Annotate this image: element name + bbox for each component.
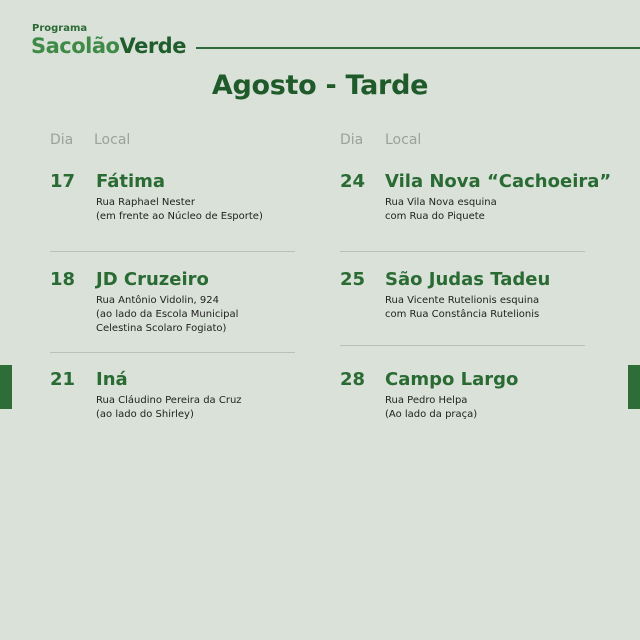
left-header-day: Dia	[50, 132, 74, 148]
entry-address-line: com Rua do Piquete	[385, 211, 485, 222]
entry-day: 17	[50, 171, 76, 192]
divider	[340, 251, 585, 252]
entry-address-line: (Ao lado da praça)	[385, 409, 478, 420]
right-header-day: Dia	[340, 132, 364, 148]
entry-day: 28	[340, 369, 366, 390]
prev-page-tab[interactable]	[0, 365, 12, 409]
entry-address-line: Rua Pedro Helpa	[385, 395, 468, 406]
entry-address-line: Rua Raphael Nester	[96, 197, 195, 208]
entry-location-name: Iná	[96, 369, 128, 390]
logo	[31, 24, 186, 58]
page-title: Agosto - Tarde	[211, 70, 429, 101]
entry-address	[96, 294, 238, 336]
entry-location-name: JD Cruzeiro	[96, 269, 209, 290]
entry-location-name: São Judas Tadeu	[385, 269, 551, 290]
logo-word-sacolao: Sacolão	[31, 34, 120, 58]
entry-location-name: Campo Largo	[385, 369, 519, 390]
entry-address	[385, 294, 539, 322]
entry-day: 18	[50, 269, 76, 290]
next-page-tab[interactable]	[628, 365, 640, 409]
entry-address-line: Celestina Scolaro Fogiato)	[96, 323, 227, 334]
logo-word-verde: Verde	[119, 34, 186, 58]
entry-address-line: (ao lado da Escola Municipal	[96, 309, 239, 320]
divider	[50, 352, 295, 353]
entry-address-line: (em frente ao Núcleo de Esporte)	[96, 211, 263, 222]
left-header-local: Local	[94, 132, 131, 148]
divider	[340, 345, 585, 346]
entry-address-line: com Rua Constância Rutelionis	[385, 309, 540, 320]
entry-address	[96, 196, 263, 224]
entry-day: 24	[340, 171, 366, 192]
entry-day: 25	[340, 269, 366, 290]
entry-location-name: Vila Nova “Cachoeira”	[385, 171, 612, 192]
entry-address-line: Rua Antônio Vidolin, 924	[96, 295, 219, 306]
entry-address	[385, 394, 477, 422]
entry-day: 21	[50, 369, 76, 390]
entry-address-line: Rua Vila Nova esquina	[385, 197, 497, 208]
divider	[50, 251, 295, 252]
header-rule	[196, 47, 640, 49]
entry-address	[96, 394, 242, 422]
entry-address-line: Rua Vicente Rutelionis esquina	[385, 295, 540, 306]
logo-program-label: Programa	[32, 23, 88, 34]
logo-wordmark	[31, 34, 186, 58]
entry-address-line: Rua Cláudino Pereira da Cruz	[96, 395, 242, 406]
right-header-local: Local	[385, 132, 422, 148]
entry-address-line: (ao lado do Shirley)	[96, 409, 194, 420]
entry-location-name: Fátima	[96, 171, 166, 192]
entry-address	[385, 196, 497, 224]
